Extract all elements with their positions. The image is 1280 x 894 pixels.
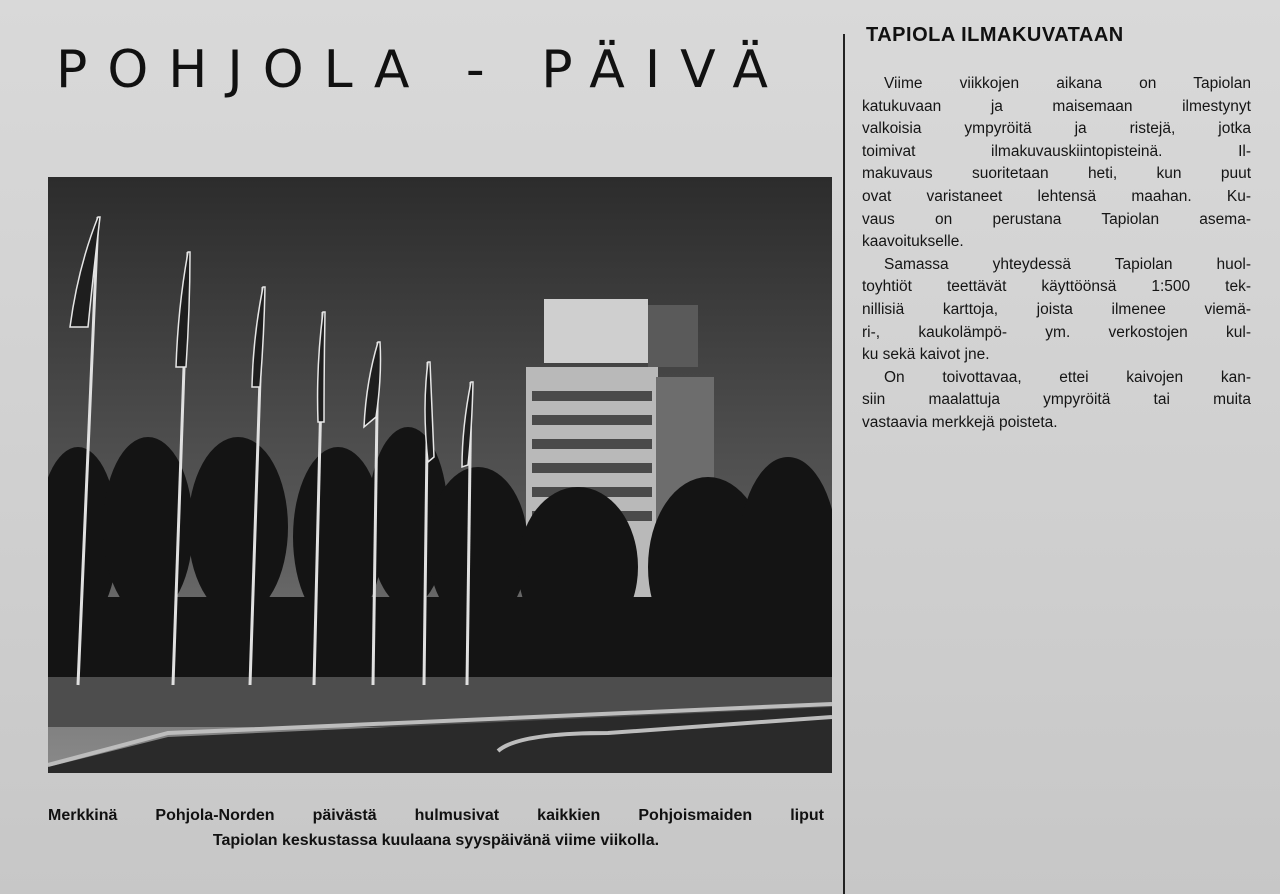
text-line: Samassa yhteydessä Tapiolan huol- <box>884 255 1251 273</box>
article-paragraph <box>862 254 1251 367</box>
text-line: vastaavia merkkejä poisteta. <box>862 413 1058 431</box>
text-line: nillisiä karttoja, joista ilmenee viemä- <box>862 300 1251 318</box>
text-line: Viime viikkojen aikana on Tapiolan <box>884 75 1251 92</box>
text-line: vaus on perustana Tapiolan asema- <box>862 210 1251 228</box>
article-paragraph <box>862 367 1251 435</box>
text-line: katukuvaan ja maisemaan ilmestynyt <box>862 97 1251 115</box>
headline: POHJOLA - PÄIVÄ <box>56 40 788 100</box>
column-divider <box>843 34 845 894</box>
text-line: valkoisia ympyröitä ja ristejä, jotka <box>862 120 1251 138</box>
caption-line: Merkkinä Pohjola-Norden päivästä hulmusivat kaikkien Pohjoismaiden liput <box>48 807 824 824</box>
text-line: toyhtiöt teettävät käyttöönsä 1:500 tek- <box>862 278 1251 296</box>
text-line: On toivottavaa, ettei kaivojen kan- <box>884 368 1251 386</box>
text-line: ri-, kaukolämpö- ym. verkostojen kul- <box>862 323 1251 341</box>
caption-line: Tapiolan keskustassa kuulaana syyspäivänä viime viikolla. <box>212 832 660 849</box>
text-line: toimivat ilmakuvauskiintopisteinä. Il- <box>862 142 1251 160</box>
sidebar-article <box>862 24 1252 435</box>
article-paragraph <box>862 73 1251 254</box>
article-title: TAPIOLA ILMAKUVATAAN <box>866 24 1124 46</box>
tapiola-photo <box>48 177 832 773</box>
text-line: makuvaus suoritetaan heti, kun puut <box>862 165 1251 183</box>
text-line: siin maalattuja ympyröitä tai muita <box>862 391 1251 409</box>
text-line: ku sekä kaivot jne. <box>862 346 990 364</box>
text-line: ovat varistaneet lehtensä maahan. Ku- <box>862 187 1251 205</box>
text-line: kaavoitukselle. <box>862 233 964 251</box>
photo-caption <box>48 803 824 853</box>
